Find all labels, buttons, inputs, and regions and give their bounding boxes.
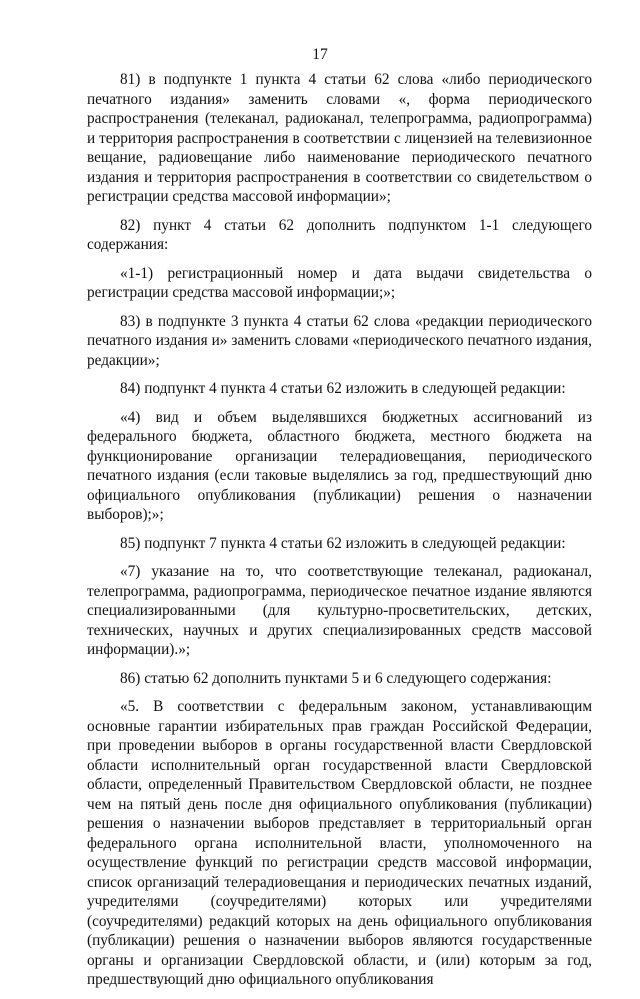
- paragraph-84: 84) подпункт 4 пункта 4 статьи 62 изложить в следующей редакции:: [120, 380, 566, 397]
- paragraph-82: 82) пункт 4 статьи 62 дополнить подпунктом 1-1 следующего содержания:: [87, 216, 592, 253]
- quote-7: «7) указание на то, что соответствующие телеканал, радиоканал, телепрограмма, радиопрограмма, периодическое печатное издание являются специализированными (для культурно-просветительских, детских, технических, научных и других специализированных средств массовой информации).»;: [87, 563, 592, 658]
- quote-4: «4) вид и объем выделявшихся бюджетных ассигнований из федерального бюджета, областного бюджета, местного бюджета на функционирование организации телерадиовещания, периодического печатного издания (если таковые выделялись за год, предшествующий дню официального опубликования (публикации) решения о назначении выборов);»;: [87, 408, 592, 523]
- document-body: [87, 70, 592, 999]
- quote-5: «5. В соответствии с федеральным законом, устанавливающим основные гарантии избирательных прав граждан Российской Федерации, при проведении выборов в органы государственной власти Свердловской области исполнительный орган государственной власти Свердловской области, определенный Правительством Свердловской области, не позднее чем на пятый день после дня официального опубликования (публикации) решения о назначении выборов представляет в территориальный орган федерального органа исполнительной власти, уполномоченного на осуществление функций по регистрации средств массовой информации, список организаций телерадиовещания и периодических печатных изданий, учредителями (соучредителями) которых или учредителями (соучредителями) редакций которых на день официального опубликования (публикации) решения о назначении выборов являются государственные органы и организации Свердловской области, и (или) которым за год, предшествующий дню официального опубликования: [87, 698, 592, 988]
- paragraph-83: 83) в подпункте 3 пункта 4 статьи 62 слова «редакции периодического печатного издания и» заменить словами «периодического печатного издания, редакции»;: [87, 312, 592, 369]
- paragraph-85: 85) подпункт 7 пункта 4 статьи 62 изложить в следующей редакции:: [120, 534, 566, 552]
- paragraph-81: 81) в подпункте 1 пункта 4 статьи 62 слова «либо периодического печатного издания» заменить словами «, форма периодического распространения (телеканал, радиоканал, телепрограмма, радиопрограмма) и территория распространения в соответствии с лицензией на телевизионное вещание, радиовещание либо наименование периодического печатного издания и территория распространения в соответствии со свидетельством о регистрации средства массовой информации»;: [87, 71, 592, 205]
- paragraph-86: 86) статью 62 дополнить пунктами 5 и 6 следующего содержания:: [120, 669, 552, 687]
- page-number: 17: [312, 46, 328, 63]
- quote-1-1: «1-1) регистрационный номер и дата выдачи свидетельства о регистрации средства массовой информации;»;: [87, 264, 592, 301]
